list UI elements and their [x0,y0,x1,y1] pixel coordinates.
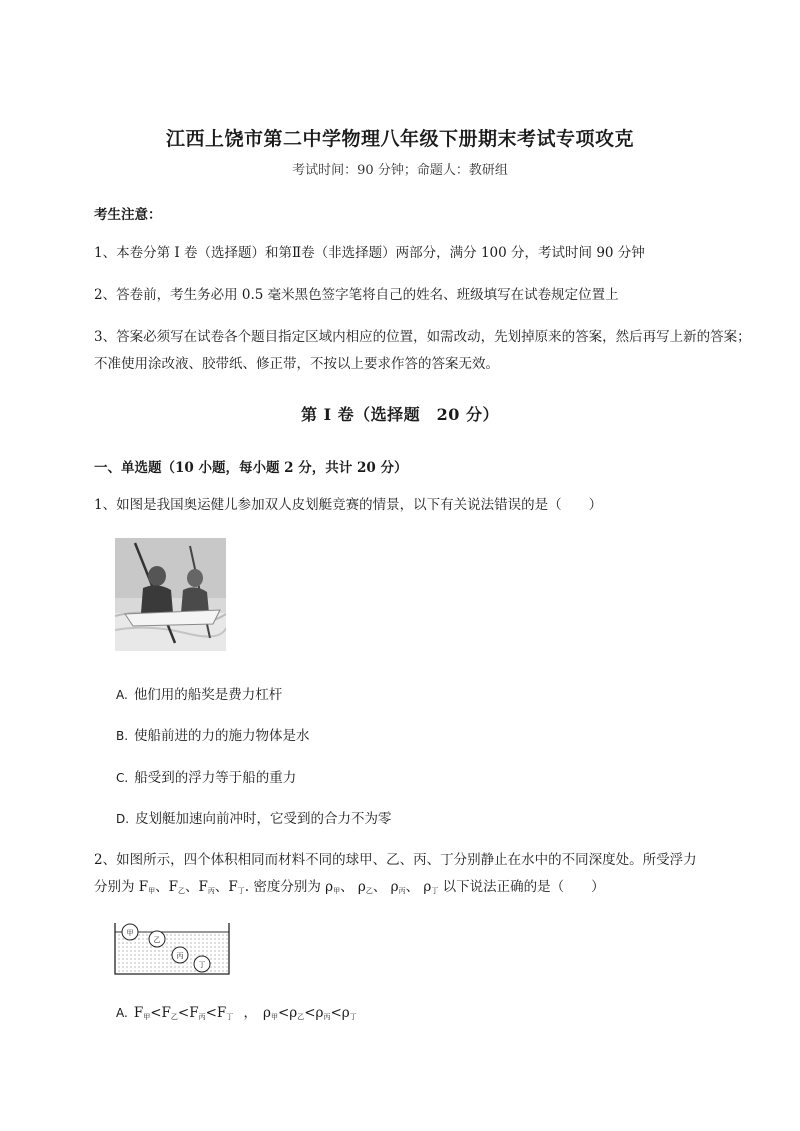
exam-info: 考试时间：90 分钟；命题人：教研组 [292,163,508,178]
page-title: 江西上饶市第二中学物理八年级下册期末考试专项攻克 [165,128,634,150]
section-title: 第 I 卷（选择题 20 分） [301,405,499,424]
ball-ding-label: 丁 [198,961,206,969]
ball-bing-label: 丙 [176,952,184,960]
q1-option-a[interactable] [116,683,282,703]
option-text: 船受到的浮力等于船的重力 [134,770,297,786]
option-letter: C. [116,771,129,785]
notice-item-2: 2、答卷前，考生务必用 0.5 毫米黑色签字笔将自己的姓名、班级填写在试卷规定位置上 [94,287,619,303]
question-2-stem-line1: 2、如图所示，四个体积相同而材料不同的球甲、乙、丙、丁分别静止在水中的不同深度处。所受浮力 [94,852,697,868]
notice-item-3: 3、答案必须写在试卷各个题目指定区域内相应的位置，如需改动，先划掉原来的答案，然后再写上新的答案；不准使用涂改液、胶带纸、修正带，不按以上要求作答的答案无效。 [94,329,751,372]
option-text: 皮划艇加速向前冲时，它受到的合力不为零 [135,811,392,827]
option-text: 他们用的船奖是费力杠杆 [133,687,283,703]
ball-jia-label: 甲 [126,929,134,937]
q1-option-d[interactable] [116,807,392,827]
notice-item-1: 1、本卷分第 I 卷（选择题）和第Ⅱ卷（非选择题）两部分，满分 100 分，考试时间 90 分钟 [94,245,645,261]
question-1-stem: 1、如图是我国奥运健儿参加双人皮划艇竞赛的情景，以下有关说法错误的是（ ） [94,497,603,513]
option-letter: B. [116,729,129,743]
kayak-photo [115,538,226,651]
notice-heading: 考生注意： [94,207,162,223]
question-2-stem-line2: 分别为 $F_甲$、$F_乙$、$F_丙$、$F_丁$. 密度分别为 $\rho_甲$、 $\rho_乙$、 $\rho_丙$、 $\rho_丁$ 以下说法正确的是（ ） [94,879,605,895]
part-heading: 一、单选题（10 小题，每小题 2 分，共计 20 分） [94,460,408,476]
q2-option-a[interactable]: A. $F_甲<F_乙<F_丙<F_丁$ ， $\rho_甲<\rho_乙<\rho_丙<\rho_丁$ [116,1005,357,1021]
option-letter: A. [116,688,128,702]
option-text: 使船前进的力的施力物体是水 [134,728,310,744]
four-balls-diagram [114,922,230,975]
q1-option-b[interactable] [116,724,310,744]
ball-yi-label: 乙 [153,936,161,944]
option-letter: D. [116,812,130,826]
option-letter: A. [116,1006,128,1020]
q1-option-c[interactable] [116,766,296,786]
